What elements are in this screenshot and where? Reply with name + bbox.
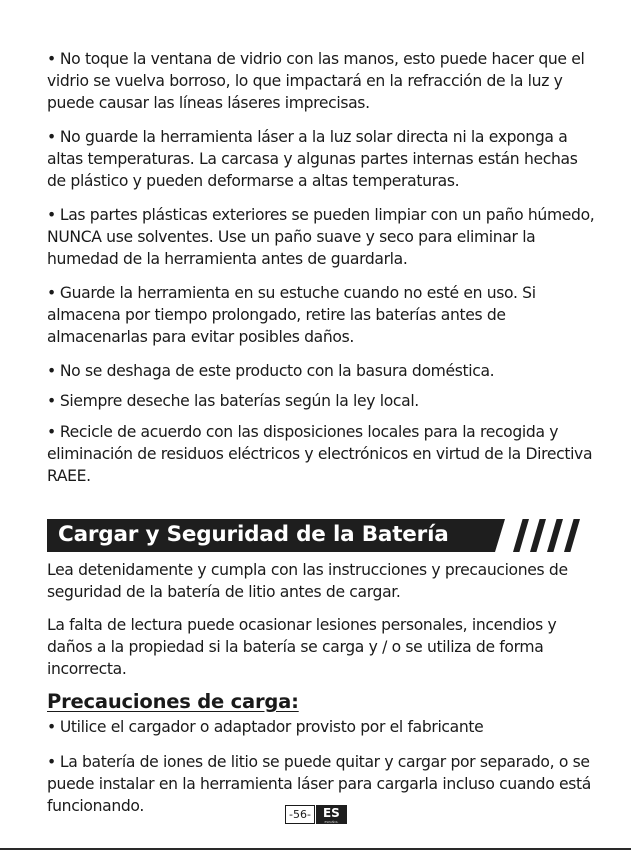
bottom-rule bbox=[0, 848, 631, 850]
precaution-item: • La batería de iones de litio se puede quitar y cargar por separado, o se puede instalar en la herramienta láser para cargarla incluso cuando está funcionando. bbox=[47, 753, 592, 815]
slash-decoration-icon bbox=[547, 519, 563, 552]
bullet-item: • Recicle de acuerdo con las disposiciones locales para la recogida y eliminación de residuos eléctricos y electrónicos en virtud de la Directiva RAEE. bbox=[47, 423, 593, 485]
language-badge-subtitle: ESPAÑOL bbox=[324, 820, 339, 824]
bullet-item: • Las partes plásticas exteriores se pueden limpiar con un paño húmedo, NUNCA use solventes. Use un paño suave y seco para eliminar la humedad de la herramienta antes de guardarla. bbox=[47, 206, 595, 268]
page-footer bbox=[285, 805, 347, 824]
bullet-glyph: • bbox=[47, 392, 56, 410]
warning-paragraph: La falta de lectura puede ocasionar lesiones personales, incendios y daños a la propiedad si la batería se carga y / o se utiliza de forma incorrecta. bbox=[47, 616, 557, 678]
battery-intro bbox=[47, 559, 595, 690]
bullet-item: • Siempre deseche las baterías según la ley local. bbox=[47, 392, 419, 410]
bullet-item: • Guarde la herramienta en su estuche cuando no esté en uso. Si almacena por tiempo prolongado, retire las baterías antes de almacenarlas para evitar posibles daños. bbox=[47, 284, 536, 346]
slash-decoration-icon bbox=[564, 519, 580, 552]
bullet-item: • No guarde la herramienta láser a la luz solar directa ni la exponga a altas temperaturas. La carcasa y algunas partes internas están hechas de plástico y pueden deformarse a altas temperaturas. bbox=[47, 128, 578, 190]
bullet-glyph: • bbox=[47, 753, 56, 771]
bullet-item: • No se deshaga de este producto con la basura doméstica. bbox=[47, 362, 495, 380]
bullet-item: • No toque la ventana de vidrio con las manos, esto puede hacer que el vidrio se vuelva borroso, lo que impactará en la refracción de la luz y puede causar las líneas láseres imprecisas. bbox=[47, 50, 585, 112]
section-header-battery bbox=[47, 519, 592, 552]
bullet-glyph: • bbox=[47, 284, 56, 302]
slash-decoration-icon bbox=[513, 519, 529, 552]
bullet-glyph: • bbox=[47, 423, 56, 441]
section-title: Cargar y Seguridad de la Batería bbox=[58, 522, 449, 547]
maintenance-bullet-list bbox=[47, 48, 595, 497]
language-badge: ES ESPAÑOL bbox=[316, 805, 347, 824]
bullet-glyph: • bbox=[47, 718, 56, 736]
page-number: -56- bbox=[285, 805, 315, 824]
bullet-glyph: • bbox=[47, 50, 56, 68]
bullet-glyph: • bbox=[47, 362, 56, 380]
precaution-item: • Utilice el cargador o adaptador provisto por el fabricante bbox=[47, 718, 484, 736]
bullet-glyph: • bbox=[47, 206, 56, 224]
bullet-glyph: • bbox=[47, 128, 56, 146]
precautions-heading: Precauciones de carga: bbox=[47, 690, 299, 713]
slash-decoration-icon bbox=[530, 519, 546, 552]
intro-paragraph: Lea detenidamente y cumpla con las instrucciones y precauciones de seguridad de la batería de litio antes de cargar. bbox=[47, 561, 568, 601]
